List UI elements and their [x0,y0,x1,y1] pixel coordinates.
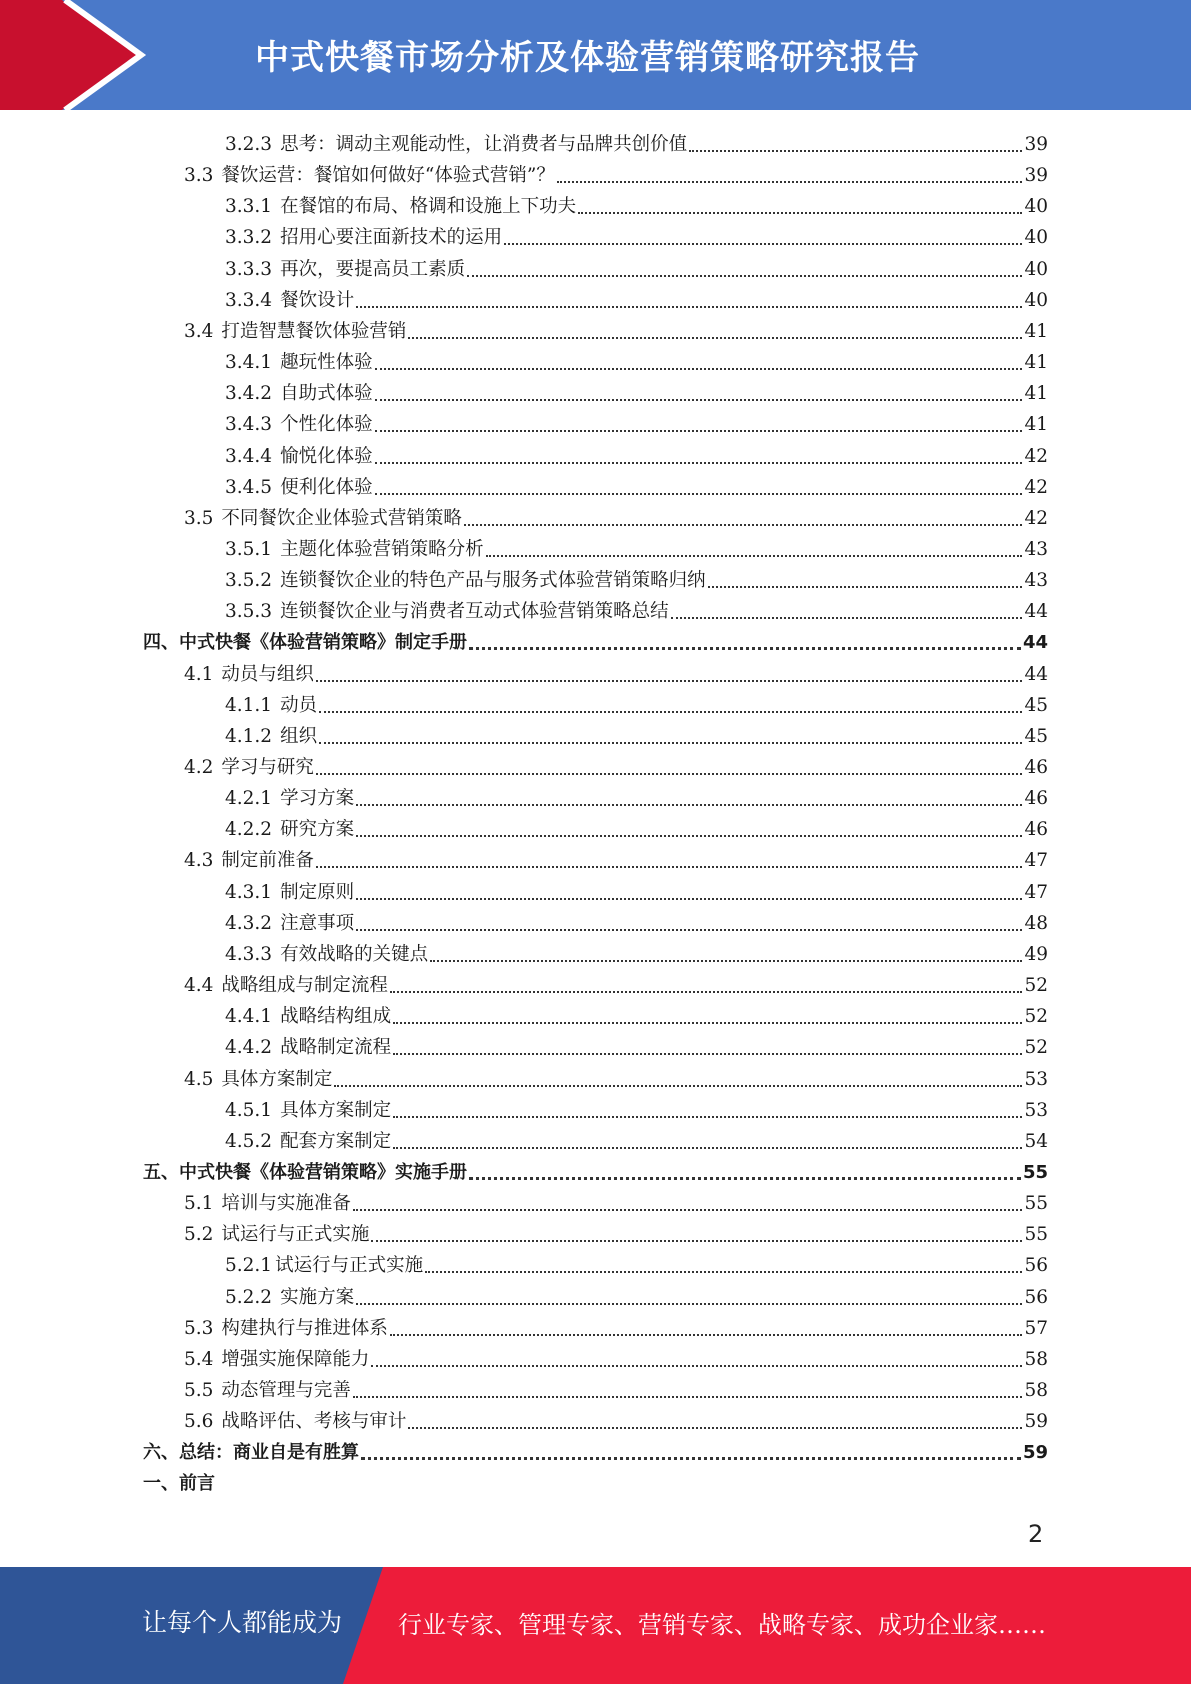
toc-entry-page: 58 [1024,1380,1048,1401]
toc-entry[interactable] [184,750,1048,781]
toc-dot-leader [375,399,1023,401]
toc-dot-leader [708,586,1023,588]
toc-entry[interactable] [225,1030,1048,1061]
toc-dot-leader [671,617,1023,619]
toc-entry-number: 4.3.3 [225,943,273,965]
toc-entry-page: 55 [1022,1161,1048,1183]
toc-dot-leader [375,462,1023,464]
toc-entry-page: 57 [1024,1317,1048,1339]
toc-entry[interactable] [225,719,1048,750]
toc-dot-leader [464,524,1023,526]
toc-entry-number: 4.1.1 [225,694,273,716]
toc-entry-title: 动员 [280,694,318,716]
toc-dot-leader [557,181,1023,183]
toc-entry-page: 49 [1024,943,1048,965]
toc-entry-title: 试运行与正式实施 [275,1255,424,1277]
toc-entry-title: 五、中式快餐《体验营销策略》实施手册 [143,1161,467,1183]
toc-entry-page: 40 [1024,196,1048,218]
toc-entry[interactable] [225,875,1048,906]
toc-entry-number: 3.3.3 [225,258,273,280]
toc-entry-title: 注意事项 [280,912,355,934]
toc-entry-number: 4.5.1 [225,1099,273,1121]
toc-entry-title: 培训与实施准备 [221,1193,351,1215]
toc-entry-title: 连锁餐饮企业的特色产品与服务式体验营销策略归纳 [280,570,706,592]
toc-entry-number: 3.3 [184,165,214,187]
toc-entry-page: 55 [1024,1193,1048,1215]
toc-dot-leader [334,1085,1022,1087]
toc-dot-leader [504,243,1022,245]
toc-entry-page: 59 [1024,1411,1048,1433]
toc-entry-page: 52 [1024,1006,1048,1028]
toc-entry-page: 45 [1024,725,1048,747]
toc-entry-number: 3.4.1 [225,352,273,374]
toc-entry-title: 战略评估、考核与审计 [221,1411,407,1433]
toc-entry-title: 便利化体验 [280,476,373,498]
toc-entry-title: 有效战略的关键点 [280,943,429,965]
toc-dot-leader [430,960,1022,962]
toc-entry-number: 3.4.3 [225,414,273,436]
toc-entry-title: 战略结构组成 [280,1006,392,1028]
toc-entry-title: 个性化体验 [280,414,373,436]
toc-entry-title: 动员与组织 [221,663,314,685]
toc-entry-title: 研究方案 [280,819,355,841]
toc-entry-title: 制定前准备 [221,850,314,872]
toc-entry[interactable] [225,1093,1048,1124]
toc-dot-leader [390,1334,1023,1336]
toc-entry-page: 41 [1024,383,1048,405]
toc-entry[interactable] [225,1124,1048,1155]
toc-entry-number: 4.2.1 [225,788,273,810]
toc-entry[interactable] [225,283,1048,314]
toc-entry[interactable] [225,345,1048,376]
toc-entry-page: 42 [1024,445,1048,467]
toc-entry-page: 53 [1024,1099,1048,1121]
toc-entry-number: 3.4 [184,320,214,342]
toc-entry-page: 41 [1024,352,1048,374]
toc-entry-number: 4.5 [184,1068,214,1090]
toc-entry[interactable] [225,189,1048,220]
toc-entry-number: 4.2 [184,757,214,778]
toc-entry-number: 4.3 [184,850,214,872]
toc-entry-number: 3.5.1 [225,538,273,560]
toc-entry-number: 5.2.2 [225,1286,273,1308]
toc-entry-number: 3.4.4 [225,445,273,467]
toc-dot-leader [578,212,1022,214]
toc-entry-title: 试运行与正式实施 [221,1224,370,1246]
toc-entry[interactable] [225,439,1048,470]
toc-entry[interactable] [225,376,1048,407]
toc-dot-leader [425,1271,1022,1273]
toc-entry-title: 制定原则 [280,881,355,903]
toc-dot-leader [356,929,1022,931]
toc-entry-page: 40 [1024,289,1048,311]
toc-entry[interactable] [225,532,1048,563]
page-header [0,0,1191,110]
toc-entry-title: 战略组成与制定流程 [221,975,388,997]
toc-entry-title: 思考：调动主观能动性，让消费者与品牌共创价值 [280,134,688,155]
toc-entry[interactable] [225,781,1048,812]
toc-entry-page: 42 [1024,476,1048,498]
toc-entry[interactable] [225,999,1048,1030]
toc-entry-number: 4.1.2 [225,725,273,747]
toc-entry[interactable] [184,1342,1048,1373]
toc-entry[interactable] [143,1466,1048,1497]
toc-entry-page: 41 [1024,414,1048,436]
toc-entry-page: 39 [1024,165,1048,187]
toc-dot-leader [408,1427,1022,1429]
toc-entry-number: 5.5 [184,1380,214,1401]
toc-entry[interactable] [225,812,1048,843]
toc-entry-title: 具体方案制定 [280,1099,392,1121]
toc-entry-title: 愉悦化体验 [280,445,373,467]
toc-entry-title: 自助式体验 [280,383,373,405]
toc-entry-page: 44 [1024,601,1048,623]
toc-entry[interactable] [184,1373,1048,1404]
toc-entry-page: 47 [1024,881,1048,903]
toc-entry[interactable] [225,563,1048,594]
toc-entry-page: 42 [1024,507,1048,529]
page-number: 2 [1028,1520,1044,1548]
toc-entry-page: 39 [1024,134,1048,155]
page-footer [0,1567,1191,1684]
toc-entry-title: 组织 [280,725,318,747]
toc-entry[interactable] [184,314,1048,345]
toc-entry-number: 5.6 [184,1411,214,1433]
report-title: 中式快餐市场分析及体验营销策略研究报告 [255,38,920,78]
toc-entry[interactable] [184,657,1048,688]
toc-entry-page: 55 [1024,1224,1048,1246]
toc-dot-leader [393,1022,1022,1024]
toc-entry-page: 44 [1022,632,1048,654]
toc-entry-title: 战略制定流程 [280,1037,392,1059]
toc-dot-leader [393,1147,1022,1149]
toc-entry-title: 学习方案 [280,788,355,810]
toc-entry-page: 53 [1024,1068,1048,1090]
toc-entry[interactable] [184,1311,1048,1342]
toc-dot-leader [393,1053,1022,1055]
toc-entry-title: 餐饮设计 [280,289,355,311]
toc-entry-page: 56 [1024,1255,1048,1277]
toc-dot-leader [356,898,1022,900]
toc-dot-leader [467,275,1022,277]
toc-entry-title: 配套方案制定 [280,1130,392,1152]
toc-entry-number: 3.3.2 [225,227,273,249]
toc-entry-title: 实施方案 [280,1286,355,1308]
toc-entry-title: 构建执行与推进体系 [221,1317,388,1339]
toc-entry-number: 4.4.2 [225,1037,273,1059]
toc-dot-leader [689,150,1022,152]
toc-entry-number: 3.5 [184,507,214,529]
toc-dot-leader [486,555,1023,557]
footer-roles: 行业专家、管理专家、营销专家、战略专家、成功企业家…… [398,1611,1046,1639]
toc-entry-number: 5.4 [184,1348,214,1370]
toc-entry[interactable] [184,843,1048,874]
toc-entry-number: 4.5.2 [225,1130,273,1152]
toc-entry-title: 四、中式快餐《体验营销策略》制定手册 [143,632,467,654]
toc-entry-number: 3.3.4 [225,289,273,311]
toc-entry-title: 增强实施保障能力 [221,1348,370,1370]
toc-entry-title: 动态管理与完善 [221,1380,351,1401]
toc-entry-title: 不同餐饮企业体验式营销策略 [221,507,462,529]
toc-entry-number: 4.3.2 [225,912,273,934]
toc-entry[interactable] [225,594,1048,625]
toc-entry-page: 40 [1024,227,1048,249]
toc-dot-leader [316,773,1023,775]
toc-entry[interactable] [225,252,1048,283]
toc-entry[interactable] [225,220,1048,251]
toc-entry[interactable] [225,407,1048,438]
toc-dot-leader [371,1365,1022,1367]
toc-entry-page: 52 [1024,975,1048,997]
toc-entry-title: 招用心要注面新技术的运用 [280,227,503,249]
toc-entry-page: 45 [1024,694,1048,716]
toc-entry-number: 4.4 [184,975,214,997]
toc-entry-number: 3.2.3 [225,134,273,155]
toc-dot-leader [393,1116,1022,1118]
toc-dot-leader [469,1177,1021,1180]
toc-entry-page: 46 [1024,788,1048,810]
toc-entry-page: 58 [1024,1348,1048,1370]
toc-dot-leader [408,337,1022,339]
toc-entry[interactable] [225,937,1048,968]
toc-dot-leader [390,991,1023,993]
toc-entry-title: 学习与研究 [221,757,314,778]
toc-entry[interactable] [184,968,1048,999]
toc-entry[interactable] [225,1248,1048,1279]
toc-entry-title: 具体方案制定 [221,1068,333,1090]
toc-entry-number: 3.3.1 [225,196,273,218]
toc-entry-number: 5.2 [184,1224,214,1246]
toc-dot-leader [375,493,1023,495]
toc-entry-number: 5.2.1 [225,1255,273,1277]
toc-entry-page: 52 [1024,1037,1048,1059]
toc-entry-title: 主题化体验营销策略分析 [280,538,484,560]
header-arrow-decoration [0,0,150,110]
toc-entry[interactable] [184,1404,1048,1435]
toc-entry[interactable] [225,470,1048,501]
toc-entry-number: 3.5.2 [225,570,273,592]
toc-entry-page: 54 [1024,1130,1048,1152]
toc-dot-leader [353,1396,1023,1398]
toc-dot-leader [356,306,1022,308]
toc-dot-leader [375,368,1023,370]
toc-dot-leader [371,1240,1022,1242]
toc-entry-page: 47 [1024,850,1048,872]
toc-entry-page: 41 [1024,320,1048,342]
toc-entry-number: 5.1 [184,1193,214,1215]
toc-entry-page: 40 [1024,258,1048,280]
toc-entry-page: 43 [1024,538,1048,560]
toc-entry[interactable] [225,1280,1048,1311]
toc-dot-leader [319,711,1022,713]
toc-dot-leader [353,1209,1023,1211]
toc-dot-leader [375,430,1023,432]
toc-dot-leader [356,835,1022,837]
toc-dot-leader [469,647,1021,650]
toc-entry[interactable] [225,906,1048,937]
toc-entry-number: 3.4.5 [225,476,273,498]
toc-dot-leader [356,1303,1022,1305]
toc-entry-page: 59 [1022,1442,1048,1464]
toc-dot-leader [319,742,1022,744]
toc-entry-title: 再次，要提高员工素质 [280,258,466,280]
toc-entry-number: 4.2.2 [225,819,273,841]
toc-entry-number: 3.5.3 [225,601,273,623]
toc-entry-number: 4.4.1 [225,1006,273,1028]
toc-entry-title: 连锁餐饮企业与消费者互动式体验营销策略总结 [280,601,669,623]
toc-entry-title: 在餐馆的布局、格调和设施上下功夫 [280,196,577,218]
toc-entry-page: 46 [1024,819,1048,841]
toc-entry-page: 44 [1024,663,1048,685]
toc-entry-page: 48 [1024,912,1048,934]
toc-entry-number: 4.3.1 [225,881,273,903]
toc-entry-number: 3.4.2 [225,383,273,405]
toc-dot-leader [356,804,1022,806]
toc-entry-page: 56 [1024,1286,1048,1308]
toc-entry-title: 趣玩性体验 [280,352,373,374]
footer-slogan: 让每个人都能成为 [142,1608,343,1637]
toc-entry[interactable] [184,1062,1048,1093]
toc-entry-title: 打造智慧餐饮体验营销 [221,320,407,342]
toc-entry[interactable] [225,127,1048,158]
toc-entry-title: 一、前言 [143,1473,215,1495]
toc-entry-number: 4.1 [184,663,214,685]
toc-entry-page: 43 [1024,570,1048,592]
toc-dot-leader [316,680,1023,682]
toc-entry[interactable] [184,1186,1048,1217]
toc-entry[interactable] [184,501,1048,532]
toc-entry-page: 46 [1024,757,1048,778]
toc-entry-title: 餐饮运营：餐馆如何做好“体验式营销”？ [221,165,555,187]
toc-dot-leader [361,1457,1021,1460]
toc-entry[interactable] [143,625,1048,656]
toc-entry[interactable] [225,688,1048,719]
toc-entry[interactable] [184,1217,1048,1248]
toc-entry[interactable] [143,1155,1048,1186]
toc-dot-leader [316,866,1023,868]
toc-entry[interactable] [184,158,1048,189]
toc-entry-number: 5.3 [184,1317,214,1339]
toc-entry[interactable] [143,1435,1048,1466]
toc-entry-title: 六、总结：商业自是有胜算 [143,1442,359,1464]
